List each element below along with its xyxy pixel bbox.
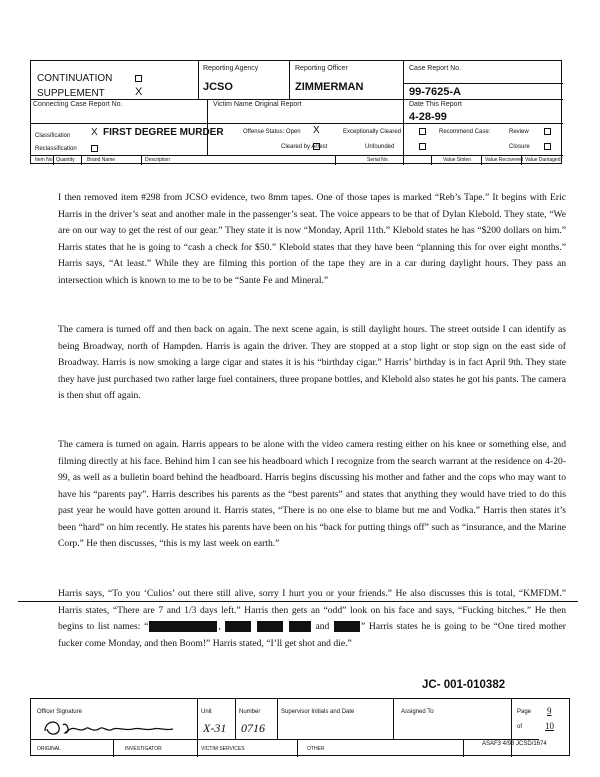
unfounded-checkbox[interactable] <box>419 143 426 150</box>
cleared-by-arrest-checkbox[interactable] <box>313 143 320 150</box>
reclassification-label: Reclassification <box>35 146 77 152</box>
col-description: Description <box>145 157 171 163</box>
narrative-paragraph-1 <box>58 190 566 289</box>
narrative-text-4a: Harris says, “To you ‘Culios’ out there still alive, sorry I hurt you or your friends.” He also discusses this is total, “KMFDM.” Harris states, “There are 7 and 1/3 days left.” Harris then gets an “odd” look on his face and says, “Fucking bitches.” He then begins to list names: “ <box>58 588 566 632</box>
redacted-name-1 <box>149 621 217 632</box>
assigned-to-label: Assigned To <box>401 709 434 715</box>
classification-label: Classification <box>35 133 71 139</box>
form-code: ASAF3 4/98 JCSD/1674 <box>482 741 547 747</box>
number-value: 0716 <box>241 721 265 735</box>
narrative-text-3: The camera is turned on again. Harris appears to be alone with the video camera resting either on his knee or something else, and filming directly at his face. Behind him I can see his headboard which I recognize from the search warrant at the residence on 4-20-99, as well as a bulletin board behind the headboard. Harris begins discussing his mother and father and the cops who may want to have his “parents pay”. Harris describes his parents as the “best parents” and states that anything they would have tried to do this past year he would have gotten around it. Harris states, “There is no one else to blame but me and Vodka.” Harris then states it’s been “hard” on him recently. He states his parents have been on his “back for putting things off” such as “insurance, and the Marine Corp.” He then discusses, “this is my last week on earth.” <box>58 439 566 549</box>
exceptionally-cleared-label: Exceptionally Cleared <box>343 129 402 135</box>
bates-number: JC- 001-010382 <box>422 679 506 691</box>
officer-signature-label: Officer Signature <box>37 709 82 715</box>
page-label: Page <box>517 709 532 715</box>
narrative-text-4b: ” Harris states he is going to be “One tired mother fucker come Monday, and then Boom!” Harris stated, “I’ll get shot and die.” <box>58 621 566 649</box>
closure-checkbox[interactable] <box>544 143 551 150</box>
exceptionally-cleared-checkbox[interactable] <box>419 128 426 135</box>
officer-signature-graphic <box>41 717 181 739</box>
date-label: Date This Report <box>409 101 462 108</box>
review-label: Review <box>509 129 529 135</box>
redacted-name-5 <box>334 621 360 632</box>
copy-victim-services-label: VICTIM SERVICES <box>201 746 245 752</box>
narrative-paragraph-2 <box>58 322 566 405</box>
continuation-label: CONTINUATION <box>37 73 113 84</box>
reporting-agency-value: JCSO <box>203 81 233 93</box>
closure-label: Closure <box>509 144 530 150</box>
narrative-text-2: The camera is turned off and then back on again. The next scene again, is still daylight hours. The street outside I can identify as being Broadway, north of Hampden. Harris is again the driver. They are stopped at a stop light or stop sign on the east side of Broadway. Harris is now smoking a large cigar and states it is his “birthday cigar.” Harris’ birthday is in fact April 9th. They state they have just purchased two rather large fuel containers, three propane bottles, and Klebold also states he got his pants. The camera is then shut off again. <box>58 324 566 401</box>
redacted-name-3 <box>257 621 283 632</box>
victim-name-label: Victim Name Original Report <box>213 101 302 108</box>
continuation-checkbox[interactable] <box>135 75 142 82</box>
redacted-name-4 <box>289 621 311 632</box>
narrative-text-4: Harris says, “To you ‘Culios’ out there still alive, sorry I hurt you or your friends.” He also discusses this is total, “KMFDM.” Harris states, “There are 7 and 1/3 days left.” Harris then gets an “odd” look on his face and says, “Fucking bitches.” He then begins to list names: “ , and ” Harris states he is going to be “One tired mother fucker come Monday, and then Boom!” Harris stated, “I’ll get shot and die.” <box>58 588 566 649</box>
page-value: 9 <box>547 706 552 716</box>
copy-other-label: OTHER <box>307 746 325 752</box>
col-brand-name: Brand Name <box>87 157 116 163</box>
date-value: 4-28-99 <box>409 111 447 123</box>
reclassification-checkbox[interactable] <box>91 145 98 152</box>
col-value-stolen: Value Stolen <box>443 157 471 163</box>
unit-value: X-31 <box>203 721 227 735</box>
supervisor-label: Supervisor Initials and Date <box>281 709 355 715</box>
redacted-name-2 <box>225 621 251 632</box>
reporting-officer-label: Reporting Officer <box>295 65 348 72</box>
reporting-agency-label: Reporting Agency <box>203 65 259 72</box>
copy-investigator-label: INVESTIGATOR <box>125 746 162 752</box>
copy-original-label: ORIGINAL <box>37 746 61 752</box>
reporting-officer-value: ZIMMERMAN <box>295 81 364 93</box>
connecting-case-label: Connecting Case Report No. <box>33 101 123 108</box>
col-quantity: Quantity <box>56 157 75 163</box>
supplement-mark[interactable]: X <box>135 86 143 98</box>
offense-open-mark[interactable]: X <box>313 125 320 136</box>
narrative-paragraph-3 <box>58 437 566 553</box>
case-report-no-value: 99-7625-A <box>409 86 461 98</box>
number-label: Number <box>239 709 261 715</box>
col-item-no: Item No. <box>35 157 54 163</box>
recommend-case-label: Recommend Case: <box>439 129 491 135</box>
unit-label: Unit <box>201 709 212 715</box>
narrative-paragraph-4 <box>58 586 566 652</box>
review-checkbox[interactable] <box>544 128 551 135</box>
classification-value: FIRST DEGREE MURDER <box>103 127 224 138</box>
col-value-damaged: Value Damaged <box>525 157 561 163</box>
case-report-no-label: Case Report No. <box>409 65 462 72</box>
of-value: 10 <box>545 721 554 731</box>
and-word: and <box>315 621 330 632</box>
unfounded-label: Unfounded <box>365 144 395 150</box>
classification-mark[interactable]: X <box>91 127 98 138</box>
case-header-form <box>30 60 562 164</box>
narrative-text-1: I then removed item #298 from JCSO evidence, two 8mm tapes. One of those tapes is marked “Reb’s Tape.” It begins with Eric Harris in the driver’s seat and another male in the passenger’s seat. The voice appears to be that of Dylan Klebold. They state, “We are on our way to get the rest of our gear.” They state it is now “Monday, April 11th.” Klebold states he has “$200 dollars on him.” Harris states that he is going to “cash a check for $50.” Klebold states that they have been “planning this for over eight months.” Harris says, “At least.” While they are filming this portion of the tape they are in a car during daylight hours. They pass an intersection which is known to me to be to be “Sante Fe and Mineral.” <box>58 192 566 286</box>
supplement-label: SUPPLEMENT <box>37 88 105 99</box>
of-label: of <box>517 724 523 730</box>
cleared-by-arrest-label: Cleared by Arrest <box>281 144 328 150</box>
col-value-recovered: Value Recovered <box>485 157 523 163</box>
offense-status-label: Offense Status: Open <box>243 129 301 135</box>
signature-footer-form <box>30 698 570 756</box>
col-serial-no: Serial No. <box>367 157 389 163</box>
